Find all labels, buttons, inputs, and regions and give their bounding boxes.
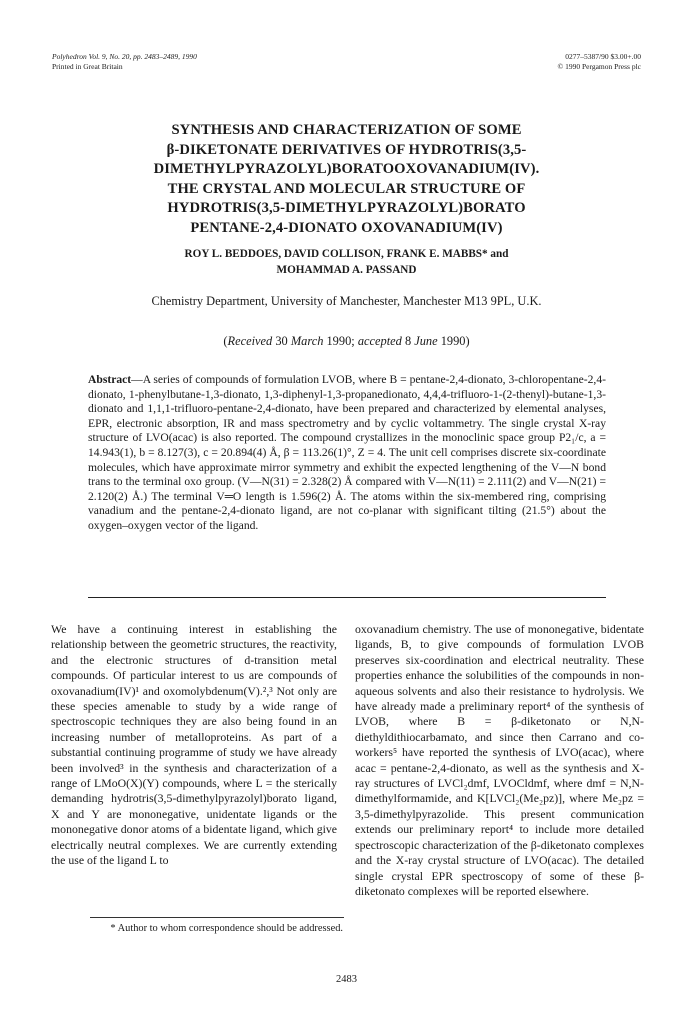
author-line: MOHAMMAD A. PASSAND — [276, 264, 417, 276]
journal-citation: Polyhedron Vol. 9, No. 20, pp. 2483–2489, 1990 — [52, 52, 197, 61]
title-line: PENTANE-2,4-DIONATO OXOVANADIUM(IV) — [190, 219, 503, 236]
paren-open: ( — [223, 334, 228, 348]
author-line: ROY L. BEDDOES, DAVID COLLISON, FRANK E. MABBS* and — [184, 248, 509, 260]
issn-code: 0277–5387/90 $3.00+.00 — [565, 52, 641, 61]
accepted-day: 8 — [401, 334, 415, 348]
title-line: SYNTHESIS AND CHARACTERIZATION OF SOME — [171, 122, 522, 138]
author-list — [60, 246, 633, 278]
running-header-left — [52, 52, 197, 71]
title-line: THE CRYSTAL AND MOLECULAR STRUCTURE OF — [167, 180, 526, 197]
received-dates — [60, 333, 633, 349]
abstract-text: —A series of compounds of formulation LVOB, where B = pentane-2,4-dionato, 3-chloropentane-2,4-dionato, 1-phenylbutane-1,3-dionato, 1,3-diphenyl-1,3-propanedionato, 4,4,4-trifluoro-1-(2-thenyl)-butane-1,3-dionato and 1,1,1-trifluoro-pentane-2,4-dionato, have been prepared and characterized by elemental analyses, EPR, electronic absorption, IR and mass spectrometry and by cyclic voltammetry. The single crystal X-ray structure of LVO(acac) is also reported. The compound crystallizes in the monoclinic space group P2₁/c, a = 14.943(1), b = 8.127(3), c = 20.894(4) Å, β = 113.26(1)°, Z = 4. The unit cell comprises discrete six-coordinate molecules, which have approximate mirror symmetry and exhibit the expected lengthening of the V—N bond trans to the terminal oxo group. (V—N(31) = 2.328(2) Å compared with V—N(11) = 2.111(2) and V—N(21) = 2.120(2) Å.) The terminal V═O length is 1.596(2) Å. The atoms within the six-membered ring, comprising vanadium and the pentane-2,4-dionato ligand, are not co-planar with significant tilting (21.5°) about the oxygen–oxygen vector of the ligand. — [88, 373, 606, 532]
body-column-right: oxovanadium chemistry. The use of mononegative, bidentate ligands, B, to give compounds of formulation LVOB preserves six-coordination and electrical neutrality. These properties enhance the solubilities of the compounds in non-aqueous solvents and also their resistance to hydrolysis. We have already made a preliminary report⁴ of the synthesis of LVOB, where B = β-diketonato or N,N-diethyldithiocarbamato, and since then Carrano and co-workers⁵ have reported the synthesis of LVO(acac), where acac = pentane-2,4-dionato, as well as the synthesis and X-ray structures of LVCl₂dmf, LVOCldmf, where dmf = N,N-dimethylformamide, and K[LVCl₂(Me₂pz)], where Me₂pz = 3,5-dimethylpyrazolide. This present communication extends our preliminary report⁴ to include more detailed spectroscopic characterization of the β-diketonato complexes and the X-ray crystal structure of LVO(acac). The detailed single crystal EPR spectroscopy of some of these β-diketonato complexes will be reported elsewhere. — [355, 622, 644, 898]
corresponding-author-footnote: * Author to whom correspondence should be addressed. — [110, 923, 343, 934]
running-header-right — [558, 52, 641, 71]
abstract-label: Abstract — [88, 373, 132, 386]
accepted-year: 1990) — [437, 334, 470, 348]
footnote-divider — [90, 917, 344, 918]
body-column-left: We have a continuing interest in establishing the relationship between the geometric structures, the reactivity, and the electronic structures of d-transition metal compounds. Of particular interest to us are compounds of oxovanadium(IV)¹ and oxomolybdenum(V).²,³ Not only are these species amenable to study by a wide range of spectroscopic techniques they are also being found in an increasing number of metalloproteins. As part of a substantial continuing programme of study we have already been involved³ in the synthesis and characterization of a range of LMoO(X)(Y) compounds, where L = the sterically demanding hydrotris(3,5-dimethylpyrazolyl)borato ligand, X and Y are mononegative, unidentate ligands or the mononegative donor atoms of a bidentate ligand, which give electrically neutral complexes. We are currently extending the use of the ligand L to — [51, 622, 337, 868]
title-line: β-DIKETONATE DERIVATIVES OF HYDROTRIS(3,5- — [166, 141, 527, 158]
received-label: Received — [227, 334, 273, 348]
title-line: HYDROTRIS(3,5-DIMETHYLPYRAZOLYL)BORATO — [167, 200, 526, 217]
received-month: March — [290, 334, 324, 348]
received-day: 30 — [272, 334, 291, 348]
paper-title — [60, 121, 633, 239]
accepted-label: accepted — [357, 334, 402, 348]
copyright-notice: © 1990 Pergamon Press plc — [557, 61, 641, 71]
title-line: DIMETHYLPYRAZOLYL)BORATOOXOVANADIUM(IV). — [153, 161, 540, 178]
accepted-month: June — [414, 334, 438, 348]
abstract — [88, 373, 606, 534]
received-year: 1990; — [323, 334, 358, 348]
affiliation: Chemistry Department, University of Manchester, Manchester M13 9PL, U.K. — [151, 294, 542, 308]
printed-in: Printed in Great Britain — [52, 61, 123, 71]
abstract-divider — [88, 597, 606, 598]
page-number: 2483 — [336, 974, 357, 985]
